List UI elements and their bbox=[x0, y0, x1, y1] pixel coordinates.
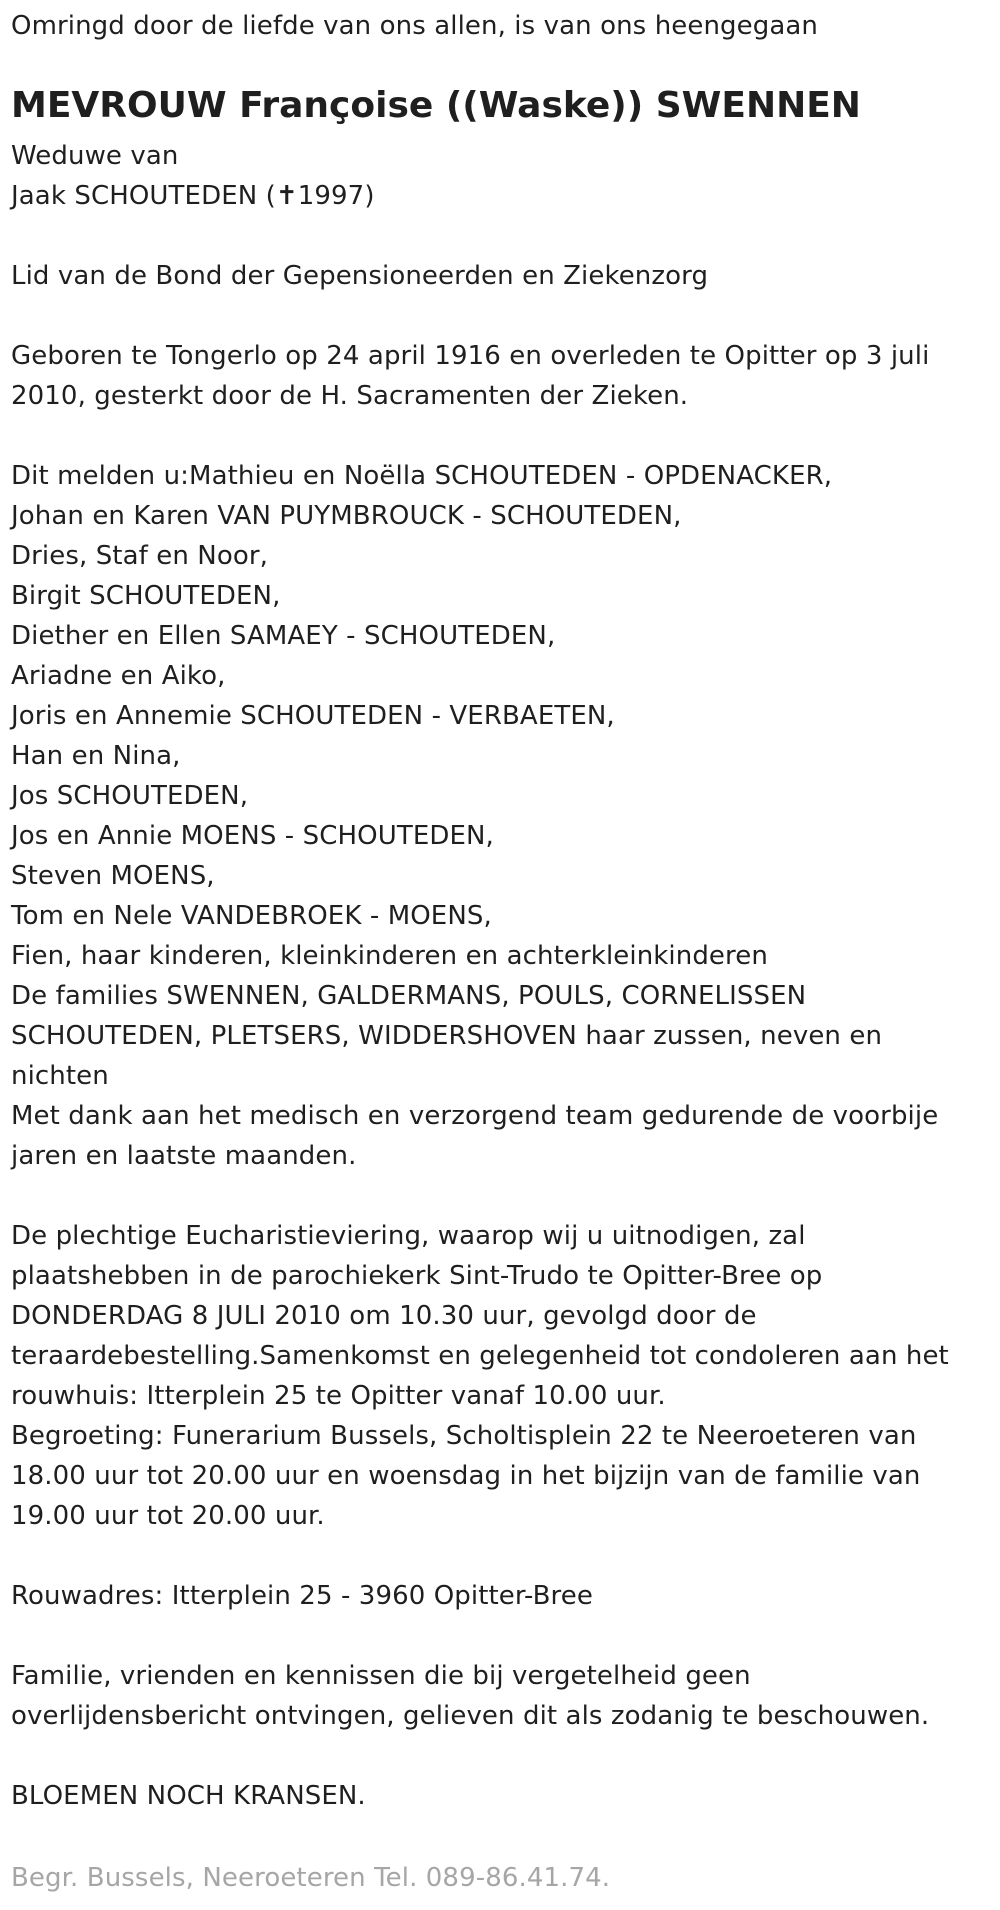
funeral-address: Rouwadres: Itterplein 25 - 3960 Opitter-Bree bbox=[11, 1581, 593, 1611]
family-line: Met dank aan het medisch en verzorgend team gedurende de voorbije bbox=[11, 1101, 939, 1131]
ceremony-block bbox=[11, 1216, 949, 1536]
ceremony-line: DONDERDAG 8 JULI 2010 om 10.30 uur, gevolgd door de bbox=[11, 1301, 757, 1331]
family-line: Ariadne en Aiko, bbox=[11, 661, 226, 691]
family-line: Dries, Staf en Noor, bbox=[11, 541, 269, 571]
family-line: Han en Nina, bbox=[11, 741, 181, 771]
spouse-label: Weduwe van bbox=[11, 141, 179, 171]
family-line: Steven MOENS, bbox=[11, 861, 215, 891]
family-line: Diether en Ellen SAMAEY - SCHOUTEDEN, bbox=[11, 621, 556, 651]
ceremony-line: De plechtige Eucharistieviering, waarop wij u uitnodigen, zal bbox=[11, 1221, 806, 1251]
notice-line: overlijdensbericht ontvingen, gelieven dit als zodanig te beschouwen. bbox=[11, 1701, 930, 1731]
family-line: Tom en Nele VANDEBROEK - MOENS, bbox=[11, 901, 492, 931]
notice-block bbox=[11, 1656, 929, 1736]
family-line: Joris en Annemie SCHOUTEDEN - VERBAETEN, bbox=[11, 701, 615, 731]
flowers-notice: BLOEMEN NOCH KRANSEN. bbox=[11, 1781, 366, 1811]
ceremony-line: rouwhuis: Itterplein 25 te Opitter vanaf 10.00 uur. bbox=[11, 1381, 666, 1411]
ceremony-line: Begroeting: Funerarium Bussels, Scholtisplein 22 te Neeroeteren van bbox=[11, 1421, 917, 1451]
family-line: jaren en laatste maanden. bbox=[11, 1141, 357, 1171]
family-line: SCHOUTEDEN, PLETSERS, WIDDERSHOVEN haar zussen, neven en bbox=[11, 1021, 883, 1051]
family-line: Jos SCHOUTEDEN, bbox=[11, 781, 249, 811]
ceremony-line: 19.00 uur tot 20.00 uur. bbox=[11, 1501, 325, 1531]
family-line: Fien, haar kinderen, kleinkinderen en achterkleinkinderen bbox=[11, 941, 768, 971]
ceremony-line: plaatshebben in de parochiekerk Sint-Trudo te Opitter-Bree op bbox=[11, 1261, 823, 1291]
family-line: nichten bbox=[11, 1061, 109, 1091]
funeral-home-footer: Begr. Bussels, Neeroeteren Tel. 089-86.41.74. bbox=[11, 1863, 611, 1893]
birth-death-line: Geboren te Tongerlo op 24 april 1916 en overleden te Opitter op 3 juli bbox=[11, 341, 930, 371]
family-line: Johan en Karen VAN PUYMBROUCK - SCHOUTEDEN, bbox=[11, 501, 682, 531]
family-line: De families SWENNEN, GALDERMANS, POULS, CORNELISSEN bbox=[11, 981, 807, 1011]
family-line: Jos en Annie MOENS - SCHOUTEDEN, bbox=[11, 821, 494, 851]
spouse-block bbox=[11, 136, 375, 216]
membership-block bbox=[11, 256, 708, 296]
family-block bbox=[11, 456, 938, 1176]
intro-text: Omringd door de liefde van ons allen, is van ons heengegaan bbox=[11, 11, 818, 41]
family-line: Birgit SCHOUTEDEN, bbox=[11, 581, 281, 611]
birth-death-block bbox=[11, 336, 929, 416]
deceased-name: MEVROUW Françoise ((Waske)) SWENNEN bbox=[11, 85, 861, 126]
membership-text: Lid van de Bond der Gepensioneerden en Ziekenzorg bbox=[11, 261, 709, 291]
notice-line: Familie, vrienden en kennissen die bij vergetelheid geen bbox=[11, 1661, 751, 1691]
address-block bbox=[11, 1576, 593, 1616]
family-line: Dit melden u:Mathieu en Noëlla SCHOUTEDEN - OPDENACKER, bbox=[11, 461, 833, 491]
spouse-name: Jaak SCHOUTEDEN (✝1997) bbox=[11, 181, 375, 211]
ceremony-line: 18.00 uur tot 20.00 uur en woensdag in het bijzijn van de familie van bbox=[11, 1461, 921, 1491]
ceremony-line: teraardebestelling.Samenkomst en gelegenheid tot condoleren aan het bbox=[11, 1341, 949, 1371]
birth-death-line: 2010, gesterkt door de H. Sacramenten der Zieken. bbox=[11, 381, 689, 411]
flowers-block bbox=[11, 1776, 366, 1816]
